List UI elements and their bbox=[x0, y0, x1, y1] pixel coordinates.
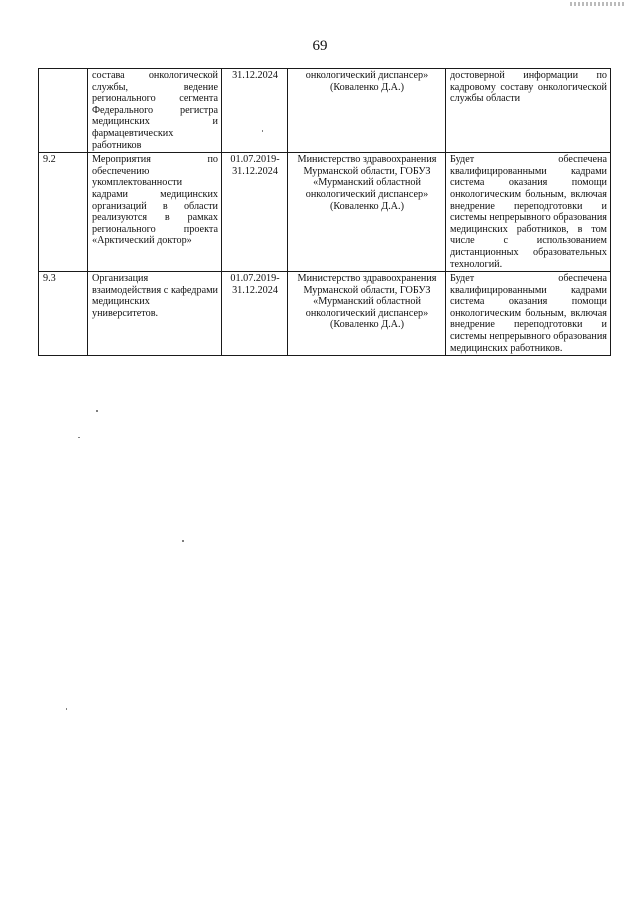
responsible-cell: Министерство здравоохранения Мурманской области, ГОБУЗ «Мурманский областной онкологический диспансер» (Коваленко Д.А.) bbox=[288, 272, 446, 356]
scan-speck bbox=[182, 540, 184, 542]
scan-speck bbox=[66, 708, 67, 710]
result-cell: Будет обеспечена квалифицированными кадрами система оказания помощи онкологическим больным, включая внедрение переподготовки и системы непрерывного образования медицинских работников, в том числе с использованием дистанционных образовательных технологий. bbox=[446, 153, 611, 272]
result-cell: достоверной информации по кадровому составу онкологической службы области bbox=[446, 69, 611, 153]
activity-cell: Мероприятия по обеспечению укомплектованности кадрами медицинских организаций в области реализуются в рамках регионального проекта «Арктический доктор» bbox=[88, 153, 222, 272]
activity-cell: состава онкологической службы, ведение регионального сегмента Федерального регистра медицинских и фармацевтических работников bbox=[88, 69, 222, 153]
scan-speck bbox=[78, 437, 80, 438]
responsible-cell: онкологический диспансер» (Коваленко Д.А.) bbox=[288, 69, 446, 153]
dates-cell bbox=[222, 272, 288, 356]
dates-cell bbox=[222, 153, 288, 272]
dates-cell bbox=[222, 69, 288, 153]
responsible-cell: Министерство здравоохранения Мурманской области, ГОБУЗ «Мурманский областной онкологический диспансер» (Коваленко Д.А.) bbox=[288, 153, 446, 272]
measures-table bbox=[38, 68, 611, 356]
table-row bbox=[39, 153, 611, 272]
dates-text: 01.07.2019- 31.12.2024 bbox=[230, 154, 280, 177]
scan-speck bbox=[96, 410, 98, 412]
table-row bbox=[39, 69, 611, 153]
result-cell: Будет обеспечена квалифицированными кадрами система оказания помощи онкологическим больным, включая внедрение переподготовки и системы непрерывного образования медицинских работников. bbox=[446, 272, 611, 356]
scan-artifact-mark bbox=[570, 2, 626, 6]
page-number: 69 bbox=[312, 38, 328, 54]
activity-cell: Организация взаимодействия с кафедрами медицинских университетов. bbox=[88, 272, 222, 356]
row-number-cell: 9.3 bbox=[39, 272, 88, 356]
row-number-cell: 9.2 bbox=[39, 153, 88, 272]
table-row bbox=[39, 272, 611, 356]
dates-text: 01.07.2019- 31.12.2024 bbox=[230, 273, 280, 296]
scan-speck bbox=[262, 130, 263, 132]
row-number-cell bbox=[39, 69, 88, 153]
dates-text: 31.12.2024 bbox=[232, 70, 278, 81]
